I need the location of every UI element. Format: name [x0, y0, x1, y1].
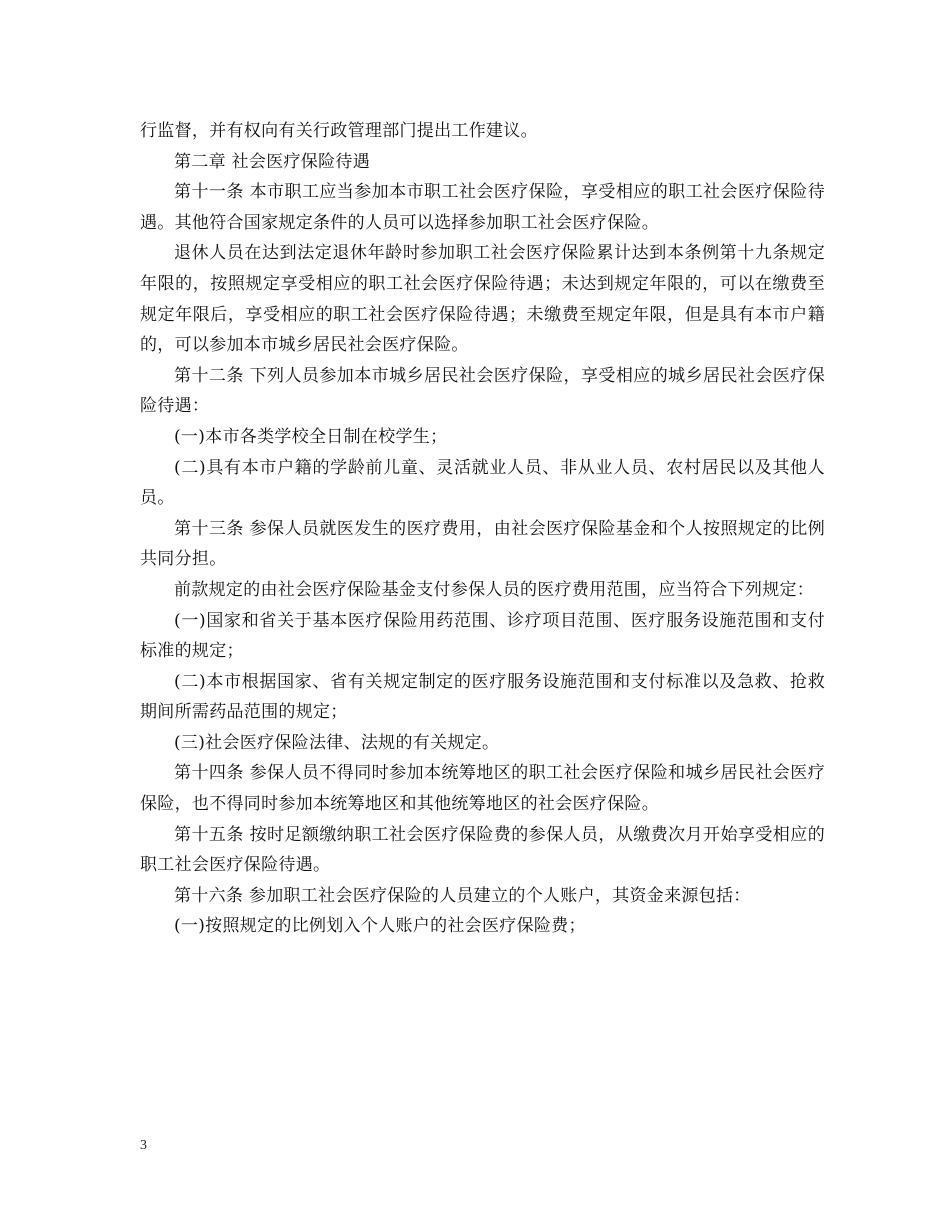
article-13-item-3: (三)社会医疗保险法律、法规的有关规定。 — [174, 732, 500, 753]
article-11-retirees: 退休人员在达到法定退休年龄时参加职工社会医疗保险累计达到本条例第十九条规定年限的，按照规定享受相应的职工社会医疗保险待遇；未达到规定年限的，可以在缴费至规定年限后，享受相应的职工社会医疗保险待遇；未缴费至规定年限，但是具有本市户籍的，可以参加本市城乡居民社会医疗保险。 — [140, 243, 825, 356]
article-11: 第十一条 本市职工应当参加本市职工社会医疗保险，享受相应的职工社会医疗保险待遇。其他符合国家规定条件的人员可以选择参加职工社会医疗保险。 — [140, 182, 825, 233]
chapter-heading: 第二章 社会医疗保险待遇 — [174, 151, 371, 172]
article-12-item-1: (一)本市各类学校全日制在校学生； — [174, 426, 448, 447]
article-12: 第十二条 下列人员参加本市城乡居民社会医疗保险，享受相应的城乡居民社会医疗保险待遇： — [140, 365, 825, 417]
article-16: 第十六条 参加职工社会医疗保险的人员建立的个人账户，其资金来源包括： — [174, 885, 751, 906]
article-16-item-1: (一)按照规定的比例划入个人账户的社会医疗保险费； — [174, 916, 586, 937]
article-13-item-2: (二)本市根据国家、省有关规定制定的医疗服务设施范围和支付标准以及急救、抢救期间所需药品范围的规定； — [140, 671, 825, 723]
article-14: 第十四条 参保人员不得同时参加本统筹地区的职工社会医疗保险和城乡居民社会医疗保险，也不得同时参加本统筹地区和其他统筹地区的社会医疗保险。 — [140, 763, 825, 815]
page-number: 3 — [140, 1138, 147, 1153]
article-13-item-1: (一)国家和省关于基本医疗保险用药范围、诊疗项目范围、医疗服务设施范围和支付标准的规定； — [140, 610, 825, 662]
article-15: 第十五条 按时足额缴纳职工社会医疗保险费的参保人员，从缴费次月开始享受相应的职工社会医疗保险待遇。 — [140, 824, 825, 876]
article-12-item-2: (二)具有本市户籍的学龄前儿童、灵活就业人员、非从业人员、农村居民以及其他人员。 — [140, 457, 825, 509]
document-body — [140, 116, 825, 942]
paragraph-continuation: 行监督，并有权向有关行政管理部门提出工作建议。 — [140, 121, 538, 141]
article-13: 第十三条 参保人员就医发生的医疗费用，由社会医疗保险基金和个人按照规定的比例共同分担。 — [140, 518, 825, 570]
article-13-scope: 前款规定的由社会医疗保险基金支付参保人员的医疗费用范围，应当符合下列规定： — [174, 579, 815, 600]
